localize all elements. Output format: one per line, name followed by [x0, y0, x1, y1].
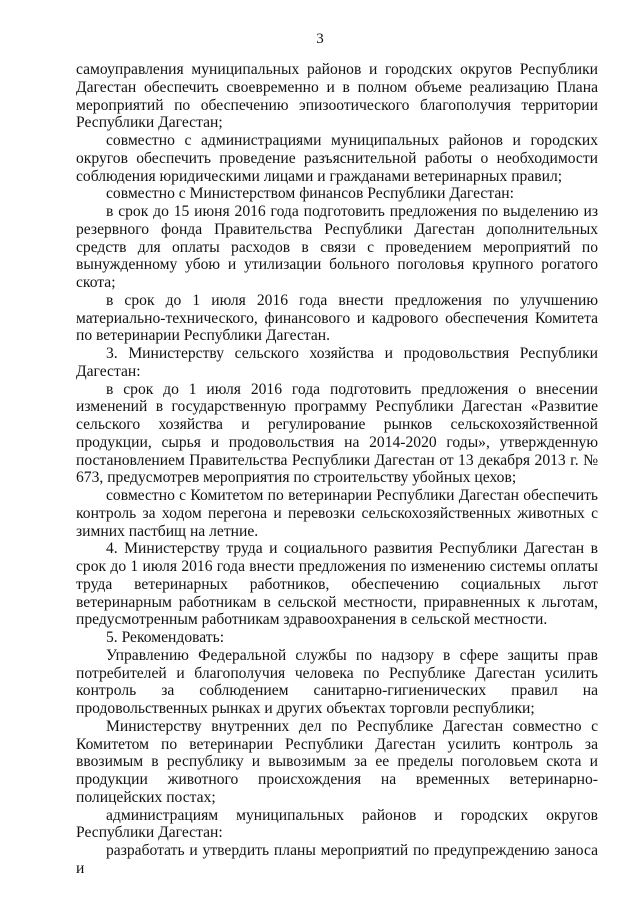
paragraph-item-5: 5. Рекомендовать:: [106, 629, 225, 646]
paragraph: в срок до 15 июня 2016 года подготовить предложения по выделению из резервного фонда Правительства Республики Дагестан дополнительных средств для оплаты расходов в связи с проведением мероприятий по вынужденному убою и утилизации больного поголовья крупного рогатого скота;: [76, 203, 598, 291]
paragraph: совместно с Комитетом по ветеринарии Республики Дагестан обеспечить контроль за ходом перегона и перевозки сельскохозяйственных животных с зимних пастбищ на летние.: [76, 487, 598, 540]
paragraph-item-4: 4. Министерству труда и социального развития Республики Дагестан в срок до 1 июля 2016 года внести предложения по изменению системы оплаты труда ветеринарных работников, обеспечению социальных льгот ветеринарным работникам в сельской местности, приравненных к льготам, предусмотренным работникам здравоохранения в сельской местности.: [76, 540, 598, 629]
paragraph: Министерству внутренних дел по Республике Дагестан совместно с Комитетом по ветеринарии Республики Дагестан усилить контроль за ввозимым в республику и вывозимым за ее пределы поголовьем скота и продукции животного происхождения на временных ветеринарно-полицейских постах;: [76, 717, 598, 806]
paragraph: совместно с Министерством финансов Республики Дагестан:: [106, 185, 514, 203]
paragraph: администрациям муниципальных районов и городских округов Республики Дагестан:: [76, 806, 598, 842]
paragraph: совместно с администрациями муниципальных районов и городских округов обеспечить проведение разъяснительной работы о необходимости соблюдения юридическими лицами и гражданами ветеринарных правил;: [76, 132, 598, 185]
paragraph-item-3: 3. Министерству сельского хозяйства и продовольствия Республики Дагестан:: [76, 345, 598, 380]
document-body: [76, 61, 598, 878]
page-number: 3: [316, 31, 324, 47]
paragraph: в срок до 1 июля 2016 года внести предложения по улучшению материально-технического, финансового и кадрового обеспечения Комитета по ветеринарии Республики Дагестан.: [76, 291, 598, 345]
paragraph-continuation: самоуправления муниципальных районов и городских округов Республики Дагестан обеспечить своевременно и в полном объеме реализацию Плана мероприятий по обеспечению эпизоотического благополучия территории Республики Дагестан;: [76, 61, 598, 132]
paragraph: Управлению Федеральной службы по надзору в сфере защиты прав потребителей и благополучия человека по Республике Дагестан усилить контроль за соблюдением санитарно-гигиенических правил на продовольственных рынках и других объектах торговли республики;: [76, 646, 598, 717]
paragraph: в срок до 1 июля 2016 года подготовить предложения о внесении изменений в государственную программу Республики Дагестан «Развитие сельского хозяйства и регулирование рынков сельскохозяйственной продукции, сырья и продовольствия на 2014-2020 годы», утвержденную постановлением Правительства Республики Дагестан от 13 декабря 2013 г. № 673, предусмотрев мероприятия по строительству убойных цехов;: [76, 380, 598, 487]
paragraph: разработать и утвердить планы мероприятий по предупреждению заноса и: [76, 842, 598, 877]
